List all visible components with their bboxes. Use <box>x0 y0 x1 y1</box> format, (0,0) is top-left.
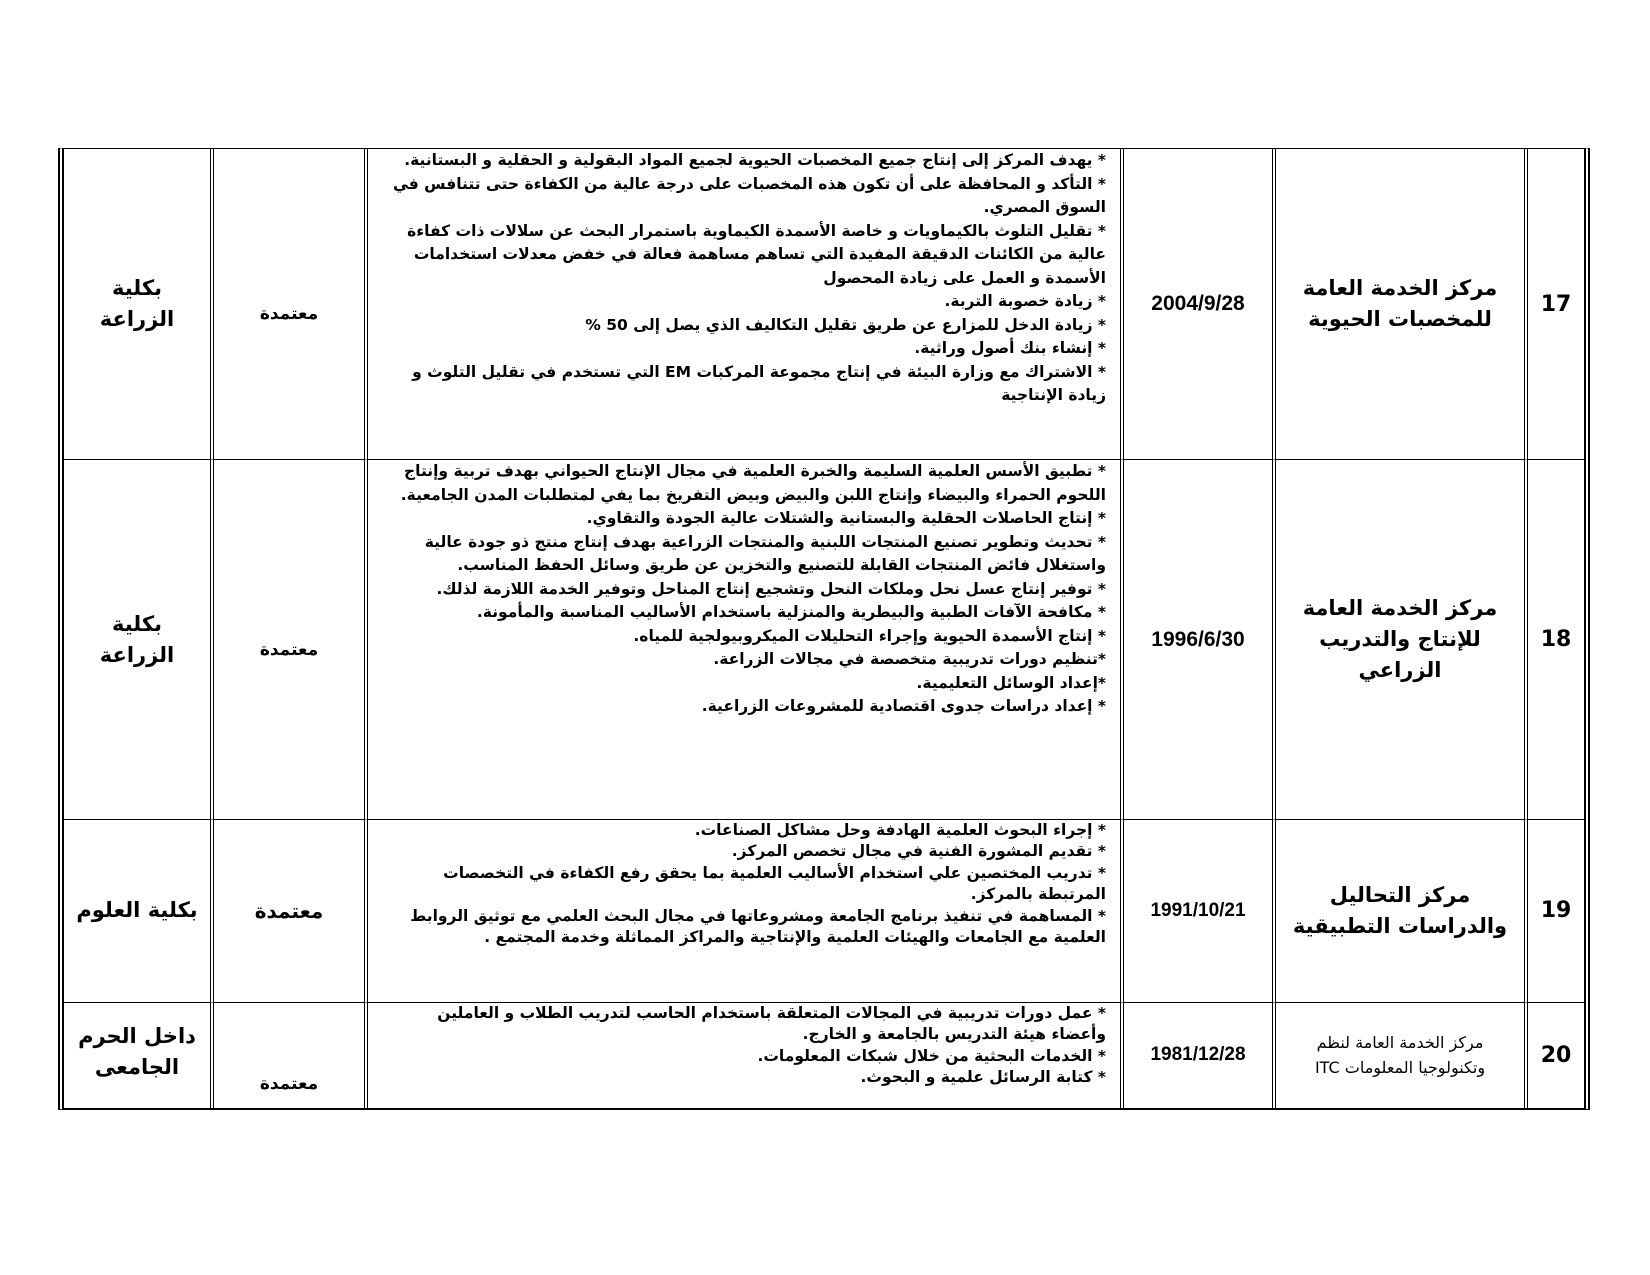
goal-item: * مكافحة الآفات الطبية والبيطرية والمنزلية باستخدام الأساليب المناسبة والمأمونة. <box>476 603 1106 622</box>
center-location: بكلية الزراعة <box>64 460 214 820</box>
goal-item: * الخدمات البحثية من خلال شبكات المعلومات. <box>757 1046 1106 1065</box>
goal-item: * توفير إنتاج عسل نحل وملكات النحل وتشجيع إنتاج المناحل وتوفير الخدمة اللازمة لذلك. <box>436 579 1106 598</box>
establishment-date: 1996/6/30 <box>1124 460 1276 820</box>
approval-status: معتمدة <box>214 149 368 460</box>
table-row <box>64 1003 1584 1108</box>
row-number: 18 <box>1528 460 1584 820</box>
row-number: 17 <box>1528 149 1584 460</box>
goal-item: * إنشاء بنك أصول وراثية. <box>914 339 1106 357</box>
center-name: مركز التحاليل والدراسات التطبيقية <box>1276 820 1528 1003</box>
establishment-date: 1981/12/28 <box>1124 1003 1276 1108</box>
goal-item: * التأكد و المحافظة على أن تكون هذه المخصبات على درجة عالية من الكفاءة حتى تتنافس في السوق المصري. <box>392 174 1106 216</box>
goal-item: * تقديم المشورة الفنية في مجال تخصص المركز. <box>731 842 1106 861</box>
row-number: 20 <box>1540 1042 1572 1068</box>
table-row <box>64 820 1584 1003</box>
goal-item: * إعداد دراسات جدوى اقتصادية للمشروعات الزراعية. <box>701 697 1106 716</box>
goal-item: * يهدف المركز إلى إنتاج جميع المخصبات الحيوية لجميع المواد البقولية و الحقلية و البستانية. <box>404 151 1106 169</box>
goal-item: * زيادة الدخل للمزارع عن طريق تقليل التكاليف الذي يصل إلى 50 % <box>585 315 1106 334</box>
goal-item: * الاشتراك مع وزارة البيئة في إنتاج مجموعة المركبات EM التي تستخدم في تقليل التلوث و زيادة الإنتاجية <box>412 362 1106 404</box>
goal-item: * إجراء البحوث العلمية الهادفة وحل مشاكل الصناعات. <box>694 820 1106 839</box>
center-goals <box>368 820 1124 1003</box>
center-location: داخل الحرم الجامعى <box>64 1003 214 1108</box>
center-goals <box>368 149 1124 460</box>
goal-item: * كتابة الرسائل علمية و البحوث. <box>860 1068 1106 1087</box>
center-name: مركز الخدمة العامة لنظم وتكنولوجيا المعلومات ITC <box>1276 1003 1528 1108</box>
goal-item: * تحديث وتطوير تصنيع المنتجات اللبنية والمنتجات الزراعية بهدف إنتاج منتج ذو جودة عالية واستغلال فائض المنتجات القابلة للتصنيع والتخزين عن طريق وسائل الحفظ المناسب. <box>424 532 1106 575</box>
goal-item: *تنظيم دورات تدريبية متخصصة في مجالات الزراعة. <box>713 650 1106 669</box>
establishment-date: 1991/10/21 <box>1124 820 1276 1003</box>
center-location: بكلية الزراعة <box>64 149 214 460</box>
centers-table-container <box>58 148 1590 1110</box>
center-name: مركز الخدمة العامة للمخصبات الحيوية <box>1276 149 1528 460</box>
center-goals <box>368 1003 1124 1108</box>
approval-status: معتمدة <box>214 1003 368 1108</box>
goal-item: * تقليل التلوث بالكيماويات و خاصة الأسمدة الكيماوية باستمرار البحث عن سلالات ذات كفاءة عالية من الكائنات الدقيقة المفيدة التي تساهم مساهمة فعالة في خفض معدلات استخدامات الأسمدة و العمل على زيادة المحصول <box>407 221 1106 287</box>
goal-item: * المساهمة في تنفيذ برنامج الجامعة ومشروعاتها في مجال البحث العلمي مع توثيق الروابط العلمية مع الجامعات والهيئات العلمية والإنتاجية والمراكز المماثلة وخدمة المجتمع . <box>410 906 1106 947</box>
goal-item: * إنتاج الحاصلات الحقلية والبستانية والشتلات عالية الجودة والتقاوي. <box>586 509 1106 528</box>
approval-status: معتمدة <box>214 460 368 820</box>
goal-item: * تدريب المختصين علي استخدام الأساليب العلمية بما يحقق رفع الكفاءة في التخصصات المرتبطة بالمركز. <box>443 863 1106 904</box>
goal-item: * زيادة خصوبة التربة. <box>944 292 1106 310</box>
center-goals <box>368 460 1124 820</box>
center-name: مركز الخدمة العامة للإنتاج والتدريب الزراعي <box>1276 460 1528 820</box>
approval-status: معتمدة <box>214 820 368 1003</box>
goal-item: * عمل دورات تدريبية في المجالات المتعلقة باستخدام الحاسب لتدريب الطلاب و العاملين وأعضاء هيئة التدريس بالجامعة و الخارج. <box>437 1003 1106 1044</box>
centers-table <box>58 148 1590 1110</box>
row-number: 19 <box>1528 820 1584 1003</box>
table-row <box>64 460 1584 820</box>
goal-item: * تطبيق الأسس العلمية السليمة والخبرة العلمية في مجال الإنتاج الحيواني بهدف تربية وإنتاج اللحوم الحمراء والبيضاء وإنتاج اللبن والبيض وبيض التفريخ بما يفي لمتطلبات المدن الجامعية. <box>400 462 1106 504</box>
goal-item: * إنتاج الأسمدة الحيوية وإجراء التحليلات الميكروبيولجية للمياه. <box>633 626 1106 645</box>
center-location: بكلية العلوم <box>64 820 214 1003</box>
establishment-date: 2004/9/28 <box>1124 149 1276 460</box>
table-row <box>64 149 1584 460</box>
goal-item: *إعداد الوسائل التعليمية. <box>916 673 1106 692</box>
